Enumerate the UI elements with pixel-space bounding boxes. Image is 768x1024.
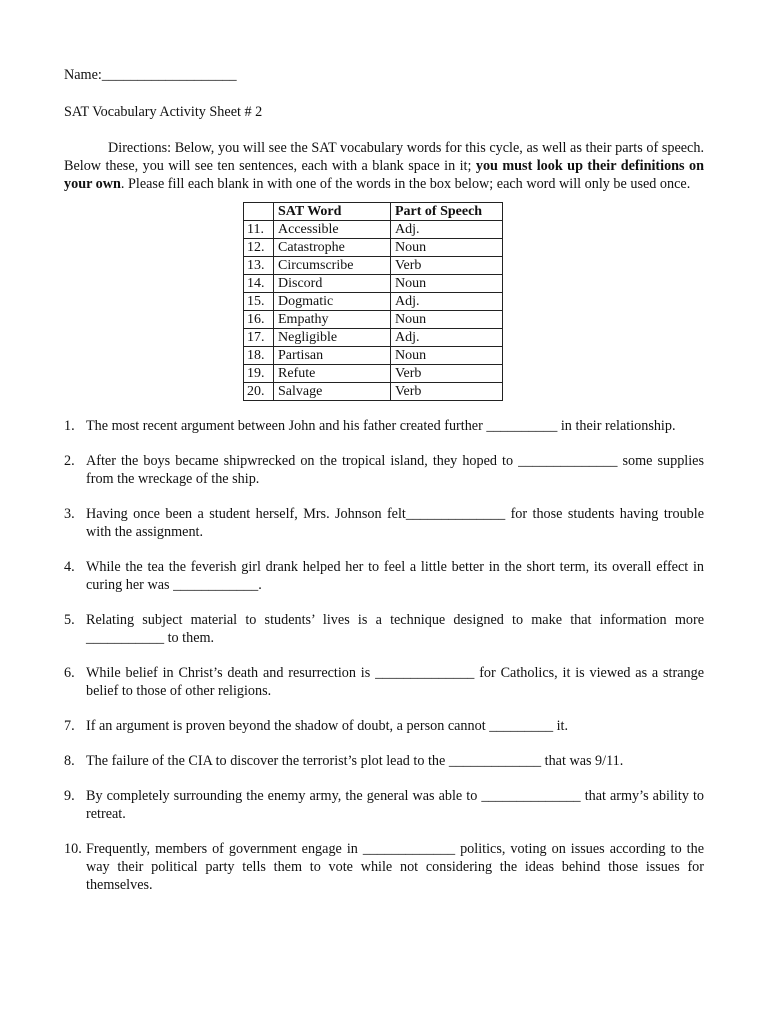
table-row <box>244 365 503 383</box>
row-part-of-speech: Noun <box>391 275 503 293</box>
table-row <box>244 275 503 293</box>
row-number: 15. <box>244 293 274 311</box>
directions-paragraph <box>64 139 704 193</box>
row-word: Salvage <box>274 383 391 401</box>
question-text: After the boys became shipwrecked on the tropical island, they hoped to ______________ some supplies from the wreckage of the ship. <box>86 453 704 487</box>
row-number: 14. <box>244 275 274 293</box>
question-number: 4. <box>64 559 75 575</box>
row-part-of-speech: Adj. <box>391 221 503 239</box>
row-part-of-speech: Adj. <box>391 329 503 347</box>
row-word: Negligible <box>274 329 391 347</box>
question-text: By completely surrounding the enemy army, the general was able to ______________ that army’s ability to retreat. <box>86 788 704 822</box>
question-number: 9. <box>64 788 75 804</box>
row-part-of-speech: Verb <box>391 383 503 401</box>
header-number <box>244 203 274 221</box>
question-number: 1. <box>64 418 75 434</box>
row-word: Catastrophe <box>274 239 391 257</box>
question-item <box>64 840 704 894</box>
question-number: 10. <box>64 841 82 857</box>
table-row <box>244 347 503 365</box>
row-part-of-speech: Verb <box>391 257 503 275</box>
row-number: 12. <box>244 239 274 257</box>
table-row <box>244 293 503 311</box>
row-word: Accessible <box>274 221 391 239</box>
question-text: The most recent argument between John and his father created further __________ in their relationship. <box>86 418 676 434</box>
row-word: Discord <box>274 275 391 293</box>
question-text: While belief in Christ’s death and resurrection is ______________ for Catholics, it is viewed as a strange belief to those of other religions. <box>86 665 704 699</box>
question-text: Having once been a student herself, Mrs. Johnson felt______________ for those students having trouble with the assignment. <box>86 506 704 540</box>
directions-bold-text: you must look up their definitions on your own <box>64 158 704 192</box>
question-item <box>64 558 704 594</box>
directions-text-2: . Please fill each blank in with one of the words in the box below; each word will only be used once. <box>120 176 691 192</box>
row-word: Circumscribe <box>274 257 391 275</box>
table-row <box>244 383 503 401</box>
header-sat-word: SAT Word <box>274 203 391 221</box>
row-part-of-speech: Adj. <box>391 293 503 311</box>
table-row <box>244 257 503 275</box>
question-number: 7. <box>64 718 75 734</box>
table-row <box>244 329 503 347</box>
directions-text-1: Directions: Below, you will see the SAT vocabulary words for this cycle, as well as their parts of speech. Below these, you will see ten sentences, each with a blank space in it; <box>64 140 704 174</box>
table-row <box>244 311 503 329</box>
question-number: 5. <box>64 612 75 628</box>
row-number: 18. <box>244 347 274 365</box>
table-row <box>244 221 503 239</box>
worksheet-page <box>64 66 704 894</box>
question-number: 6. <box>64 665 75 681</box>
row-part-of-speech: Noun <box>391 347 503 365</box>
question-list <box>64 417 704 894</box>
worksheet-title: SAT Vocabulary Activity Sheet # 2 <box>64 104 263 120</box>
question-item <box>64 664 704 700</box>
row-part-of-speech: Noun <box>391 239 503 257</box>
question-item <box>64 611 704 647</box>
question-number: 3. <box>64 506 75 522</box>
question-text: Relating subject material to students’ lives is a technique designed to make that information more ___________ to them. <box>86 612 704 646</box>
vocabulary-table <box>243 202 503 401</box>
row-number: 17. <box>244 329 274 347</box>
question-number: 8. <box>64 753 75 769</box>
row-number: 11. <box>244 221 274 239</box>
name-field-line: Name:___________________ <box>64 67 237 83</box>
row-word: Empathy <box>274 311 391 329</box>
table-row <box>244 239 503 257</box>
row-word: Refute <box>274 365 391 383</box>
row-word: Partisan <box>274 347 391 365</box>
table-header-row <box>244 203 503 221</box>
question-item <box>64 717 704 735</box>
question-text: Frequently, members of government engage in _____________ politics, voting on issues according to the way their political party tells them to vote while not considering the ideas behind those issues for themselves. <box>86 841 704 893</box>
question-text: The failure of the CIA to discover the terrorist’s plot lead to the _____________ that was 9/11. <box>86 753 624 769</box>
question-item <box>64 787 704 823</box>
row-part-of-speech: Verb <box>391 365 503 383</box>
row-number: 16. <box>244 311 274 329</box>
row-word: Dogmatic <box>274 293 391 311</box>
row-number: 20. <box>244 383 274 401</box>
row-part-of-speech: Noun <box>391 311 503 329</box>
question-item <box>64 452 704 488</box>
question-item <box>64 752 704 770</box>
question-text: While the tea the feverish girl drank helped her to feel a little better in the short term, its overall effect in curing her was ____________. <box>86 559 704 593</box>
question-item <box>64 505 704 541</box>
header-part-of-speech: Part of Speech <box>391 203 503 221</box>
question-number: 2. <box>64 453 75 469</box>
row-number: 13. <box>244 257 274 275</box>
question-text: If an argument is proven beyond the shadow of doubt, a person cannot _________ it. <box>86 718 569 734</box>
row-number: 19. <box>244 365 274 383</box>
question-item <box>64 417 704 435</box>
